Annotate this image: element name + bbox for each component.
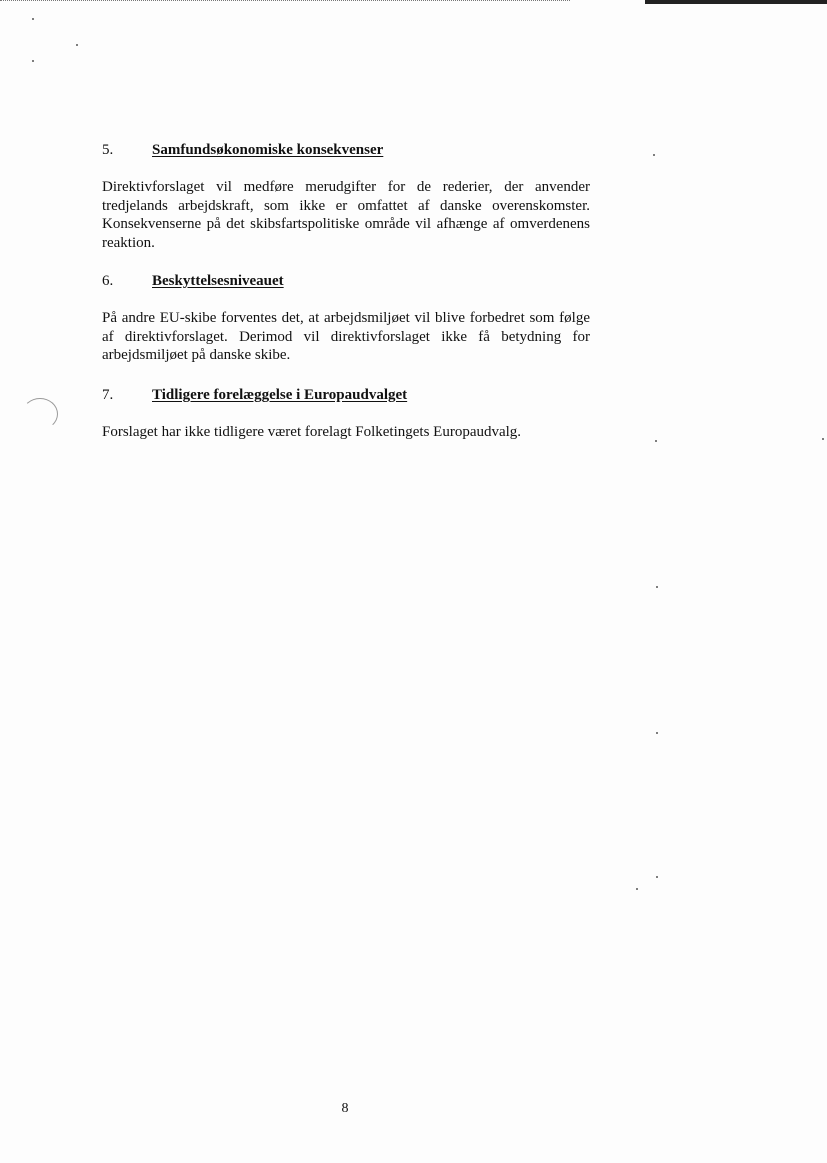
punch-hole-mark (22, 398, 58, 430)
section-body: Forslaget har ikke tidligere været forelagt Folketingets Europaudvalg. (102, 424, 522, 440)
section-number: 7. (102, 387, 114, 403)
section-body: Direktivforslaget vil medføre merudgifter for de rederier, der anvender tredjelands arbejdskraft, som ikke er omfattet af danske overenskomster. Konsekvenserne på det skibsfartspolitiske område vil afhænge af omverdenens reaktion. (102, 179, 590, 251)
scan-speck (32, 60, 34, 62)
section-6 (102, 271, 602, 365)
scan-speck (656, 586, 658, 588)
section-title: Tidligere forelæggelse i Europaudvalget (152, 387, 408, 403)
section-body: På andre EU-skibe forventes det, at arbejdsmiljøet vil blive forbedret som følge af direktivforslaget. Derimod vil direktivforslaget ikke få betydning for arbejdsmiljøet på danske skibe. (102, 310, 590, 363)
section-heading (102, 140, 602, 160)
scan-speck (636, 888, 638, 890)
section-number: 6. (102, 273, 114, 289)
section-heading (102, 271, 602, 291)
scan-speck (653, 154, 655, 156)
section-5 (102, 140, 602, 252)
section-7 (102, 385, 602, 442)
scan-speck (822, 438, 824, 440)
scan-speck (76, 44, 78, 46)
scan-artifact-top-left (0, 0, 570, 3)
scan-speck (32, 18, 34, 20)
scan-speck (655, 440, 657, 442)
section-number: 5. (102, 142, 114, 158)
scan-speck (656, 732, 658, 734)
section-title: Samfundsøkonomiske konsekvenser (152, 142, 384, 158)
page-number: 8 (341, 1101, 349, 1116)
scan-artifact-top-right (645, 0, 827, 4)
section-heading (102, 385, 602, 405)
section-title: Beskyttelsesniveauet (152, 273, 284, 289)
scan-speck (656, 876, 658, 878)
